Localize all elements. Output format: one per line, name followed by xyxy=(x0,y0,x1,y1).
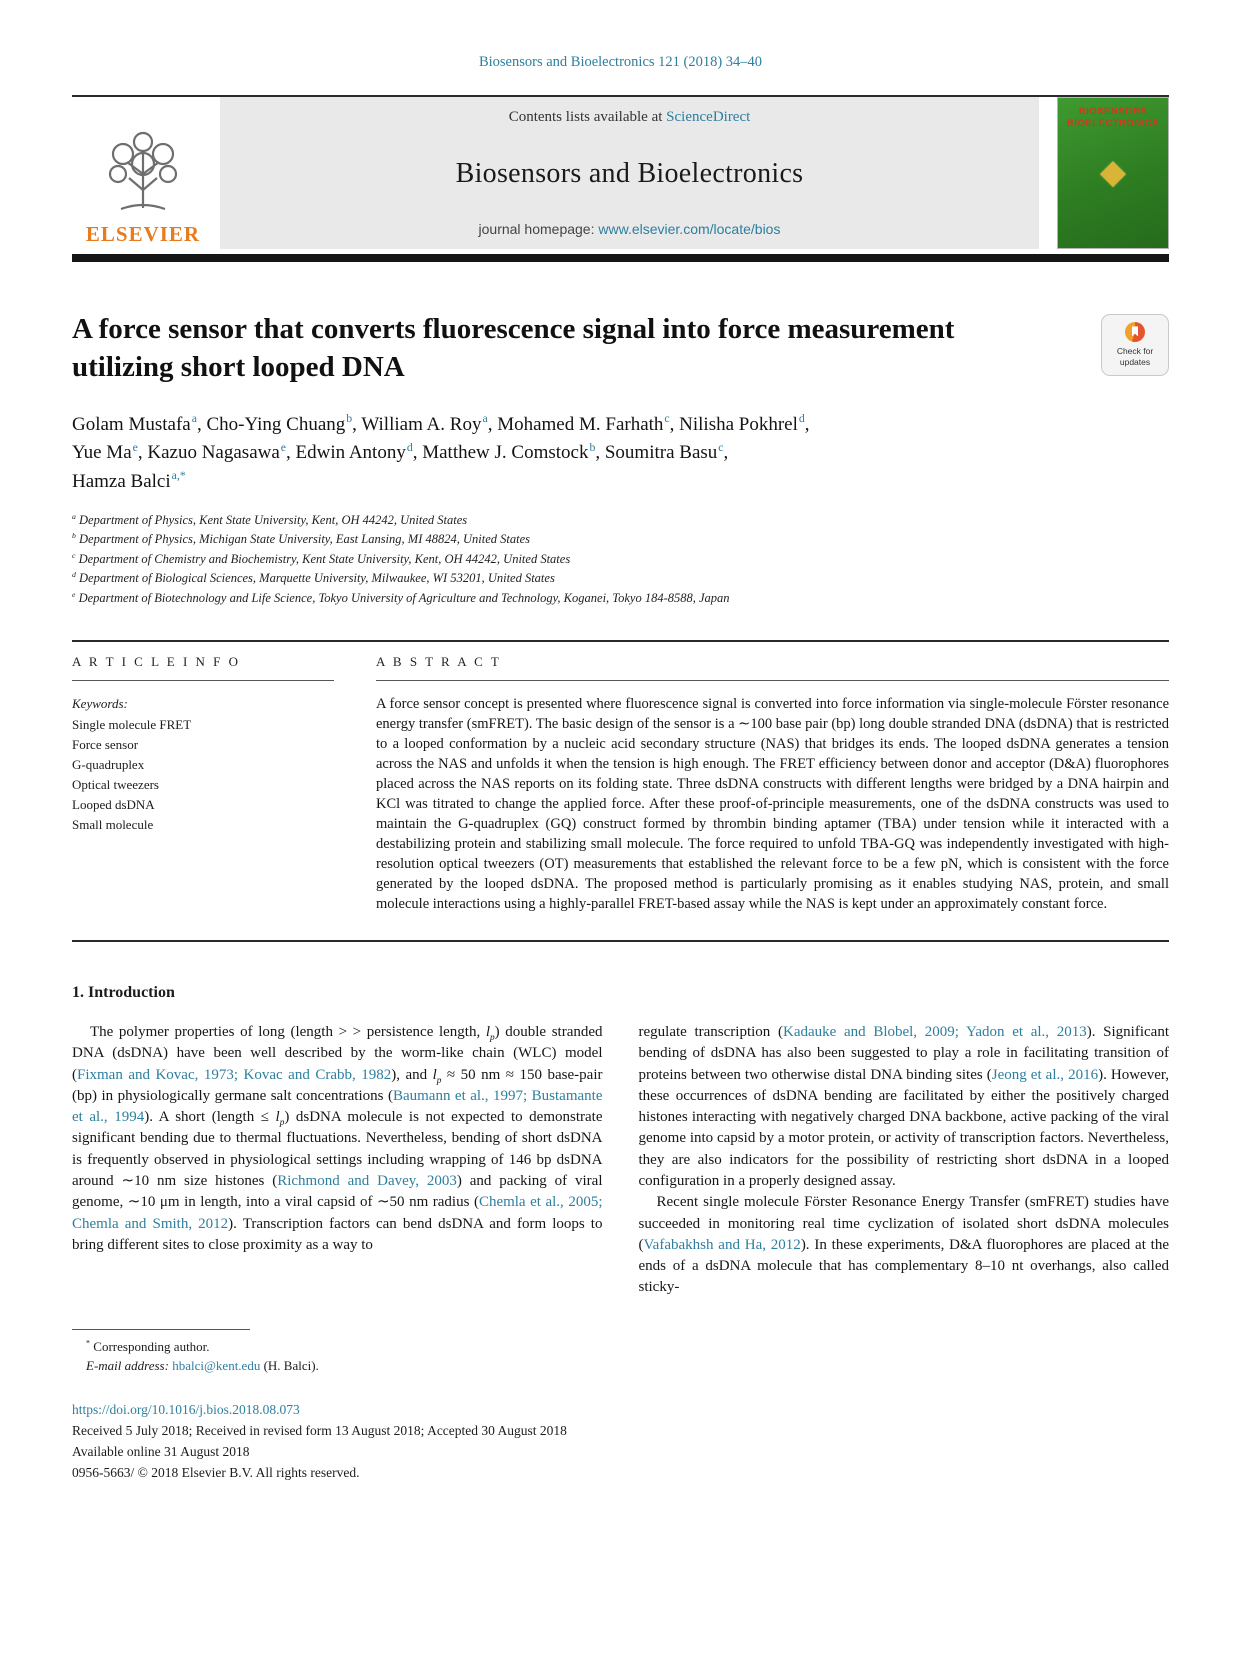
affiliation xyxy=(72,569,1169,588)
introduction-section xyxy=(72,984,1169,1299)
author-separator: , xyxy=(669,413,680,435)
author-name[interactable]: Cho-Ying Chuang xyxy=(206,413,346,435)
citation-link[interactable]: Chemla et al., 2005; Chemla and Smith, 2012 xyxy=(72,1194,603,1232)
author-line xyxy=(72,411,1169,440)
affiliation xyxy=(72,511,1169,530)
author-name[interactable]: Nilisha Pokhrel xyxy=(679,413,798,435)
text-segment: The polymer properties of long (length > > persistence length, xyxy=(90,1023,486,1040)
affiliation-text: Department of Physics, Kent State University, Kent, OH 44242, United States xyxy=(75,513,468,528)
contents-text: Contents lists available at xyxy=(508,109,667,125)
text-segment: ). A short (length ≤ xyxy=(144,1109,276,1126)
author-name[interactable]: Hamza Balci xyxy=(72,470,171,492)
author-separator: , xyxy=(196,413,207,435)
author-separator: , xyxy=(723,442,729,464)
text-segment: (H. Balci). xyxy=(260,1358,319,1374)
doi-link[interactable]: https://doi.org/10.1016/j.bios.2018.08.073 xyxy=(72,1401,300,1417)
corresponding-author-note xyxy=(72,1337,572,1357)
footnote-block xyxy=(72,1329,572,1376)
text-segment: ) double stranded DNA (dsDNA) have been well described by the worm-like chain (WLC) model ( xyxy=(72,1023,603,1083)
journal-header xyxy=(72,95,1169,249)
article-info-abstract-section xyxy=(72,640,1169,942)
paragraph xyxy=(639,1022,1170,1192)
elsevier-tree-icon xyxy=(93,116,193,220)
text-segment: ). Transcription factors can bend dsDNA and form loops to bring different sites to close proximity as a way to xyxy=(72,1215,603,1253)
copyright-line: 0956-5663/ © 2018 Elsevier B.V. All rights reserved. xyxy=(72,1464,360,1480)
affiliation xyxy=(72,550,1169,569)
abstract-text: A force sensor concept is presented where fluorescence signal is converted into force information via single-molecule Förster resonance energy transfer (smFRET). The basic design of the sensor is a ∼100 base pair (bp) long double stranded DNA (dsDNA) that is restricted to a looped conformation by a nucleic acid secondary structure (NAS) that bridges its ends. The looped dsDNA generates a tension across the NAS and unfolds it when the tension is high enough. The FRET efficiency between donor and acceptor (D&A) fluorophores placed across the NAS reports on its folding state. Three dsDNA constructs with different lengths were bridged by a DNA hairpin and KCl was titrated to change the applied force. After these proof-of-principle measurements, one of the dsDNA constructs was used to maintain the G-quadruplex (GQ) construct formed by thrombin binding aptamer (TBA) under tension while it interacted with a destabilizing protein and stabilizing small molecule. The force required to unfold TBA-GQ was independently investigated with high-resolution optical tweezers (OT) measurements that established the relevant force to be a few pN, which is consistent with the force generated by the looped dsDNA. The proposed method is particularly promising as it enables studying NAS, protein, and small molecule interactions using a highly-parallel FRET-based assay while the NAS is kept under an approximately constant force. xyxy=(376,695,1169,912)
affiliation-text: Department of Biological Sciences, Marquette University, Milwaukee, WI 53201, United States xyxy=(75,571,555,586)
author-line xyxy=(72,439,1169,468)
keywords-list xyxy=(72,715,334,836)
title-row xyxy=(72,310,1169,387)
author-separator: , xyxy=(352,413,362,435)
author-separator: , xyxy=(804,413,810,435)
text-segment: ≈ 50 nm ≈ 150 base-pair (bp) in physiologically germane salt concentrations ( xyxy=(72,1066,603,1104)
author-affiliation-ref[interactable]: d xyxy=(798,412,805,426)
text-segment: l xyxy=(432,1066,437,1083)
affiliation-label: e xyxy=(72,589,76,599)
affiliation-label: c xyxy=(72,550,76,560)
received-dates: Received 5 July 2018; Received in revised form 13 August 2018; Accepted 30 August 2018 xyxy=(72,1422,567,1438)
author-separator: , xyxy=(595,442,605,464)
author-affiliation-ref[interactable]: e xyxy=(132,440,138,454)
citation-link[interactable]: Kadauke and Blobel, 2009; Yadon et al., 2013 xyxy=(782,1023,1087,1040)
author-separator: , xyxy=(412,442,423,464)
author-affiliation-ref[interactable]: b xyxy=(589,440,596,454)
cover-title-line1: BIOSENSORS xyxy=(1078,106,1148,117)
affiliation-label: b xyxy=(72,531,76,541)
author-name[interactable]: Mohamed M. Farhath xyxy=(497,413,664,435)
paragraph xyxy=(639,1192,1170,1298)
journal-citation[interactable]: Biosensors and Bioelectronics 121 (2018) 34–40 xyxy=(478,54,763,70)
keyword: Looped dsDNA xyxy=(72,797,155,813)
author-name[interactable]: Matthew J. Comstock xyxy=(422,442,589,464)
author-line xyxy=(72,468,1169,497)
text-segment: p xyxy=(436,1075,442,1086)
two-column-body xyxy=(72,1022,1169,1299)
author-name[interactable]: Golam Mustafa xyxy=(72,413,191,435)
text-segment: l xyxy=(485,1023,490,1040)
keyword: G-quadruplex xyxy=(72,756,145,772)
article-title: A force sensor that converts fluorescence signal into force measurement utilizing short looped DNA xyxy=(72,313,955,384)
text-segment: ). However, these occurrences of dsDNA bending are facilitated by either the positively charged histones interacting with negatively charged DNA backbone, active packing of the viral genome into capsid by a motor protein, or activity of transcription factors. Nevertheless, they are also indicators for the possibility of restricting short dsDNA in a looped configuration in a properly designed assay. xyxy=(638,1066,1170,1189)
author-affiliation-ref[interactable]: b xyxy=(346,412,353,426)
affiliation xyxy=(72,589,1169,608)
author-affiliation-ref[interactable]: a xyxy=(482,412,488,426)
article-info-rule xyxy=(72,680,334,681)
author-affiliation-ref[interactable]: a xyxy=(191,412,197,426)
citation-link[interactable]: hbalci@kent.edu xyxy=(172,1358,261,1374)
author-name[interactable]: William A. Roy xyxy=(361,413,482,435)
elsevier-wordmark: ELSEVIER xyxy=(85,222,201,246)
citation-link[interactable]: Fixman and Kovac, 1973; Kovac and Crabb, 1982 xyxy=(77,1066,392,1083)
email-note xyxy=(72,1356,572,1376)
citation-link[interactable]: Richmond and Davey, 2003 xyxy=(277,1172,457,1189)
available-online: Available online 31 August 2018 xyxy=(72,1443,250,1459)
author-affiliation-ref[interactable]: c xyxy=(718,440,724,454)
author-affiliation-ref[interactable]: e xyxy=(280,440,287,454)
citation-link[interactable]: Jeong et al., 2016 xyxy=(991,1066,1099,1083)
journal-title: Biosensors and Bioelectronics xyxy=(455,157,804,189)
text-segment: regulate transcription ( xyxy=(638,1023,783,1040)
text-segment: l xyxy=(275,1109,280,1126)
text-segment: ). In these experiments, D&A fluorophores are placed at the ends of a dsDNA molecule that has complementary 8–10 nt overhangs, also called sticky- xyxy=(638,1236,1169,1296)
keyword: Single molecule FRET xyxy=(72,716,192,732)
author-separator: , xyxy=(286,442,296,464)
affiliation-label: d xyxy=(72,570,76,579)
text-segment: E-mail address: xyxy=(86,1358,173,1374)
citation-link[interactable]: Baumann et al., 1997; Bustamante et al., 1994 xyxy=(72,1087,603,1126)
affiliation xyxy=(72,530,1169,549)
author-separator: , xyxy=(487,413,498,435)
abstract-column xyxy=(376,654,1169,914)
article-info-column xyxy=(72,654,334,914)
text-segment: Recent single molecule Förster Resonance Energy Transfer (smFRET) studies have succeeded in monitoring real time cyclization of isolated short dsDNA molecules ( xyxy=(638,1194,1169,1253)
text-segment: p xyxy=(490,1032,495,1043)
author-name[interactable]: Edwin Antony xyxy=(295,442,406,464)
author-affiliation-ref[interactable]: c xyxy=(664,412,670,426)
author-name[interactable]: Soumitra Basu xyxy=(604,442,718,464)
citation-link[interactable]: Vafabakhsh and Ha, 2012 xyxy=(643,1236,801,1253)
journal-cover-thumbnail[interactable] xyxy=(1057,97,1169,249)
affiliation-label: a xyxy=(72,511,76,521)
homepage-label: journal homepage: xyxy=(478,221,599,237)
check-updates-label: Check for updates xyxy=(1116,346,1154,367)
keyword: Force sensor xyxy=(72,736,139,752)
author-separator: , xyxy=(137,442,148,464)
affiliation-text: Department of Chemistry and Biochemistry, Kent State University, Kent, OH 44242, United States xyxy=(75,551,571,566)
keyword: Optical tweezers xyxy=(72,777,159,793)
homepage-line xyxy=(230,221,1029,239)
publication-footer xyxy=(72,1400,1169,1484)
text-segment: ) and packing of viral genome, ∼10 μm in length, into a viral capsid of ∼50 nm radius ( xyxy=(72,1172,603,1211)
text-segment: ). Significant bending of dsDNA has also been suggested to play a role in facilitating transition of proteins between two otherwise distal DNA binding sites ( xyxy=(638,1023,1169,1083)
affiliation-text: Department of Physics, Michigan State University, East Lansing, MI 48824, United States xyxy=(75,532,530,547)
affiliation-list xyxy=(72,511,1169,608)
author-affiliation-ref[interactable]: a,* xyxy=(171,469,186,483)
author-name[interactable]: Yue Ma xyxy=(72,442,132,464)
journal-banner xyxy=(220,97,1039,249)
abstract-heading: A B S T R A C T xyxy=(376,653,502,669)
cover-diamond-icon: ◆ xyxy=(1099,153,1127,191)
keywords-label: Keywords: xyxy=(72,695,128,711)
contents-line xyxy=(230,109,1029,126)
text-segment: Corresponding author. xyxy=(90,1338,210,1354)
elsevier-logo[interactable] xyxy=(72,97,220,249)
homepage-link[interactable]: www.elsevier.com/locate/bios xyxy=(598,221,781,237)
text-segment: ), and xyxy=(391,1066,433,1083)
text-segment: * xyxy=(86,1338,91,1348)
right-column xyxy=(639,1022,1170,1299)
abstract-rule xyxy=(376,680,1169,681)
check-for-updates-badge[interactable] xyxy=(1101,314,1169,376)
keyword: Small molecule xyxy=(72,817,154,833)
cover-title-line2: BIOELECTRONICS xyxy=(1067,117,1159,129)
header-divider-bar xyxy=(72,254,1169,262)
introduction-heading: 1. Introduction xyxy=(72,983,175,1001)
text-segment: ) dsDNA molecule is not expected to demonstrate significant bending due to thermal fluctuations. Nevertheless, bending of short dsDNA is frequently observed in physiological settings including wrapping of 146 bp dsDNA around ∼10 nm size histones ( xyxy=(72,1109,603,1189)
author-name[interactable]: Kazuo Nagasawa xyxy=(147,442,280,464)
author-affiliation-ref[interactable]: d xyxy=(406,440,413,454)
footnote-rule xyxy=(72,1329,250,1330)
text-segment: p xyxy=(279,1118,285,1129)
sciencedirect-link[interactable]: ScienceDirect xyxy=(666,109,751,125)
crossmark-icon xyxy=(1125,322,1145,342)
paragraph xyxy=(72,1022,603,1256)
left-column xyxy=(72,1022,603,1299)
affiliation-text: Department of Biotechnology and Life Science, Tokyo University of Agriculture and Technology, Koganei, Tokyo 184-8588, Japan xyxy=(75,590,730,605)
article-info-heading: A R T I C L E I N F O xyxy=(72,653,241,669)
author-list xyxy=(72,411,1169,497)
